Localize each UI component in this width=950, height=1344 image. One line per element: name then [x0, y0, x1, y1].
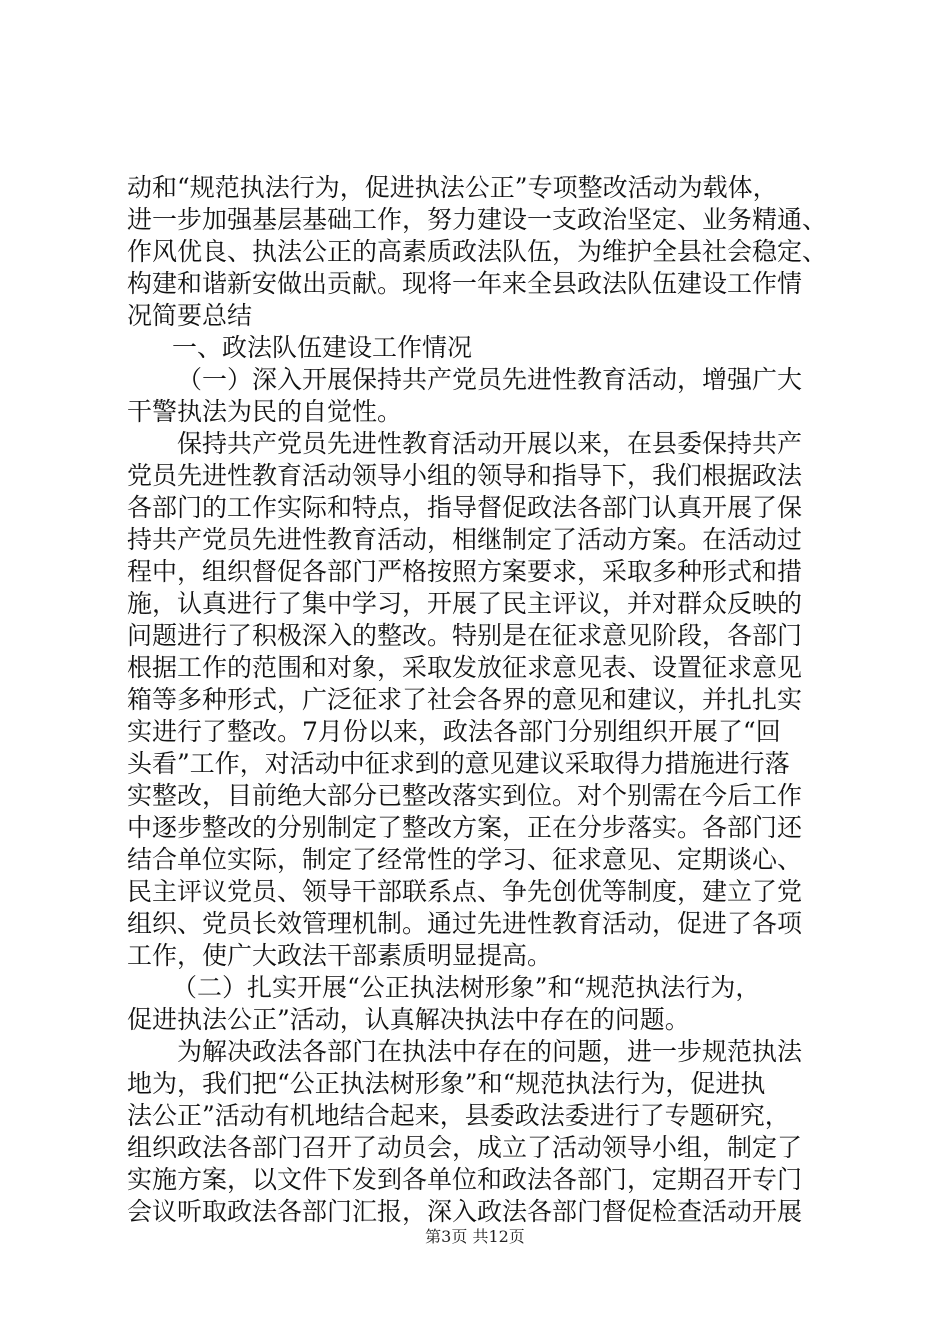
text-line: 组织、党员长效管理机制。通过先进性教育活动，促进了各项	[127, 909, 803, 938]
text-line: 民主评议党员、领导干部联系点、争先创优等制度，建立了党	[127, 877, 803, 906]
text-line: 工作，使广大政法干部素质明显提高。	[127, 941, 553, 970]
text-line: 保持共产党员先进性教育活动开展以来，在县委保持共产	[177, 429, 803, 458]
text-line: 促进执法公正”活动，认真解决执法中存在的问题。	[127, 1005, 690, 1034]
text-line: 箱等多种形式，广泛征求了社会各界的意见和建议，并扎扎实	[127, 685, 803, 714]
text-line: 持共产党员先进性教育活动，相继制定了活动方案。在活动过	[127, 525, 803, 554]
text-line: 作风优良、执法公正的高素质政法队伍，为维护全县社会稳定、	[127, 237, 828, 266]
text-line: 况简要总结	[127, 301, 253, 330]
text-line: 构建和谐新安做出贡献。现将一年来全县政法队伍建设工作情	[127, 269, 803, 298]
text-line: 实进行了整改。7月份以来，政法各部门分别组织开展了“回	[127, 717, 781, 746]
text-line: 会议听取政法各部门汇报，深入政法各部门督促检查活动开展	[127, 1197, 803, 1226]
text-line: （二）扎实开展“公正执法树形象”和“规范执法行为，	[172, 973, 761, 1002]
text-line: 问题进行了积极深入的整改。特别是在征求意见阶段，各部门	[127, 621, 803, 650]
text-line: 根据工作的范围和对象，采取发放征求意见表、设置征求意见	[127, 653, 803, 682]
text-line: 一、政法队伍建设工作情况	[172, 333, 473, 362]
text-line: 法公正”活动有机地结合起来，县委政法委进行了专题研究，	[127, 1101, 790, 1130]
text-line: 进一步加强基层基础工作，努力建设一支政治坚定、业务精通、	[127, 205, 828, 234]
text-line: 党员先进性教育活动领导小组的领导和指导下，我们根据政法	[127, 461, 803, 490]
text-line: （一）深入开展保持共产党员先进性教育活动，增强广大	[177, 365, 803, 394]
text-line: 施，认真进行了集中学习，开展了民主评议，并对群众反映的	[127, 589, 803, 618]
text-line: 中逐步整改的分别制定了整改方案，正在分步落实。各部门还	[127, 813, 803, 842]
text-line: 头看”工作，对活动中征求到的意见建议采取得力措施进行落	[127, 749, 790, 778]
text-line: 动和“规范执法行为，促进执法公正”专项整改活动为载体，	[127, 173, 778, 202]
text-line: 干警执法为民的自觉性。	[127, 397, 403, 426]
text-line: 结合单位实际，制定了经常性的学习、征求意见、定期谈心、	[127, 845, 803, 874]
text-line: 实整改，目前绝大部分已整改落实到位。对个别需在今后工作	[127, 781, 803, 810]
text-line: 实施方案，以文件下发到各单位和政法各部门，定期召开专门	[127, 1165, 803, 1194]
text-line: 各部门的工作实际和特点，指导督促政法各部门认真开展了保	[127, 493, 803, 522]
text-line: 地为，我们把“公正执法树形象”和“规范执法行为，促进执	[127, 1069, 766, 1098]
text-line: 为解决政法各部门在执法中存在的问题，进一步规范执法	[177, 1037, 803, 1066]
document-body	[127, 172, 827, 1228]
text-line: 组织政法各部门召开了动员会，成立了活动领导小组，制定了	[127, 1133, 803, 1162]
page-footer: 第3页 共12页	[425, 1227, 525, 1246]
text-line: 程中，组织督促各部门严格按照方案要求，采取多种形式和措	[127, 557, 803, 586]
